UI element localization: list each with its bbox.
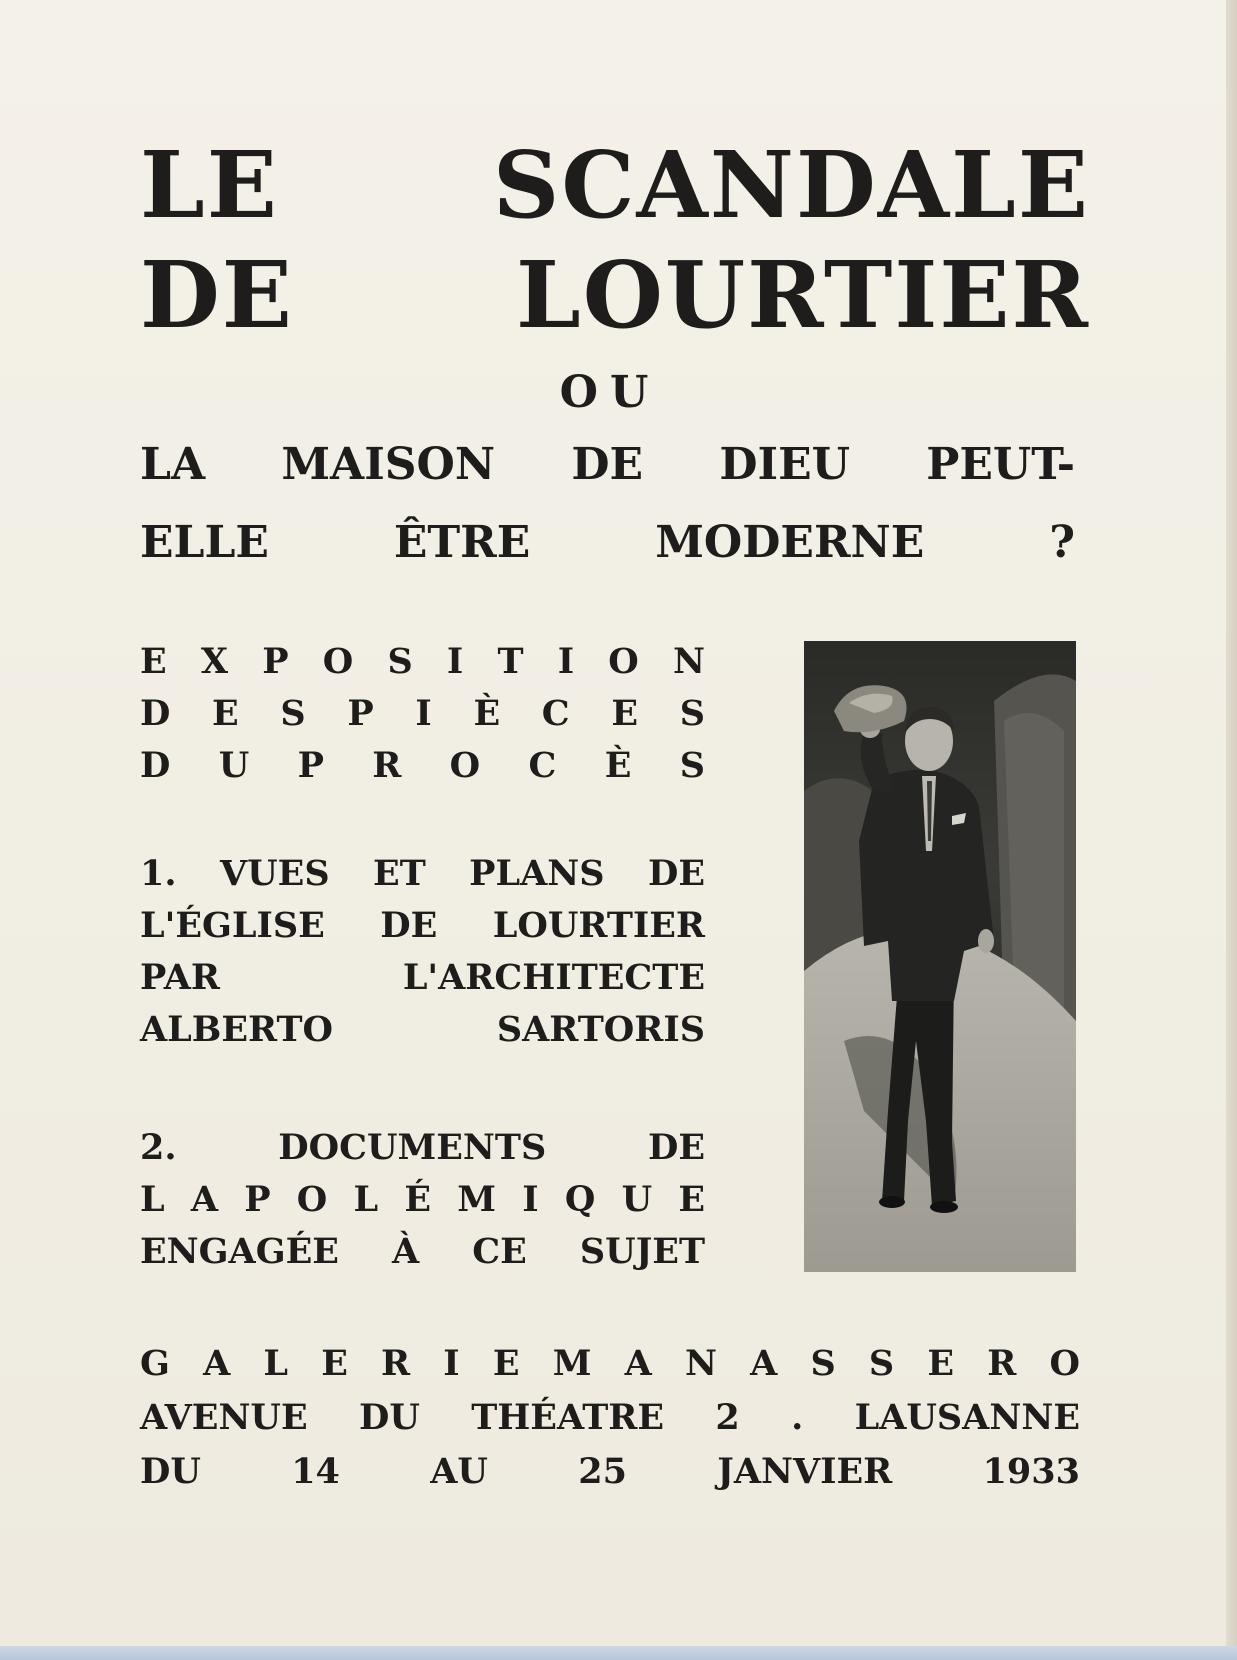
title-line-2: DE LOURTIER: [140, 241, 1090, 349]
exposition-line-1: E X P O S I T I O N: [140, 641, 705, 682]
portrait-photograph: [804, 641, 1076, 1272]
footer-gallery: G A L E R I E M A N A S S E R O: [140, 1343, 1080, 1384]
right-hand: [978, 929, 994, 953]
footer-dates: DU 14 AU 25 JANVIER 1933: [140, 1451, 1080, 1492]
scan-border: [0, 1646, 1237, 1660]
paper-edge: [1226, 0, 1237, 1660]
shoe-right: [930, 1201, 958, 1213]
item1-line-1: 1. VUES ET PLANS DE: [140, 853, 705, 894]
item2-line-3: ENGAGÉE À CE SUJET: [140, 1231, 705, 1272]
item2-line-2: L A P O L É M I Q U E: [140, 1179, 705, 1220]
shoe-left: [879, 1196, 905, 1208]
item1-line-4: ALBERTO SARTORIS: [140, 1009, 705, 1050]
subtitle-line-2: ELLE ÊTRE MODERNE ?: [140, 517, 1075, 568]
exposition-line-3: D U P R O C È S: [140, 745, 705, 786]
exposition-line-2: D E S P I È C E S: [140, 693, 705, 734]
item1-line-3: PAR L'ARCHITECTE: [140, 957, 705, 998]
photo-illustration: [804, 641, 1076, 1272]
item2-line-1: 2. DOCUMENTS DE: [140, 1127, 705, 1168]
title-line-1: LE SCANDALE: [140, 131, 1090, 239]
subtitle-line-1: LA MAISON DE DIEU PEUT-: [140, 439, 1075, 490]
conjunction-ou: OU: [559, 367, 661, 418]
item1-line-2: L'ÉGLISE DE LOURTIER: [140, 905, 705, 946]
footer-address: AVENUE DU THÉATRE 2 . LAUSANNE: [140, 1397, 1080, 1438]
